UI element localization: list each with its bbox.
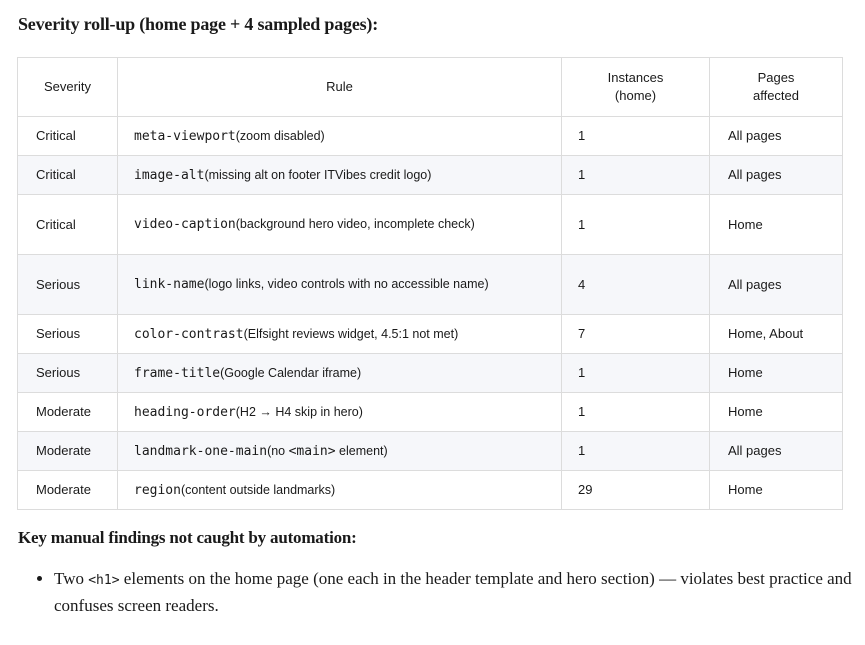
table-row	[18, 255, 843, 315]
cell-severity: Critical	[18, 117, 118, 156]
rule-code: meta-viewport	[134, 128, 236, 144]
cell-rule	[118, 354, 562, 393]
cell-pages: All pages	[710, 432, 843, 471]
cell-pages: All pages	[710, 156, 843, 195]
cell-pages: Home	[710, 195, 843, 255]
table-row	[18, 471, 843, 510]
cell-pages: All pages	[710, 255, 843, 315]
rule-description: (background hero video, incomplete check)	[235, 217, 475, 231]
table-row	[18, 432, 843, 471]
rule-code: color-contrast	[134, 326, 244, 342]
table-row	[18, 195, 843, 255]
rule-code: region	[134, 482, 181, 498]
rule-code: link-name	[134, 277, 205, 292]
rule-description: (missing alt on footer ITVibes credit logo)	[204, 167, 432, 182]
table-row	[18, 117, 843, 156]
severity-table-container	[17, 57, 842, 510]
findings-list	[18, 566, 865, 618]
cell-rule	[118, 156, 562, 195]
inline-code: <main>	[288, 443, 336, 459]
rule-description: (Google Calendar iframe)	[220, 365, 362, 380]
header-instances: Instances (home)	[562, 58, 710, 117]
cell-rule	[118, 432, 562, 471]
cell-severity: Moderate	[18, 471, 118, 510]
cell-severity: Moderate	[18, 432, 118, 471]
rule-description: (zoom disabled)	[235, 128, 325, 143]
cell-rule	[118, 471, 562, 510]
cell-severity: Serious	[18, 255, 118, 315]
cell-instances: 4	[562, 255, 710, 315]
rule-code: frame-title	[134, 365, 221, 381]
cell-pages: Home	[710, 354, 843, 393]
inline-code: <h1>	[88, 573, 120, 588]
cell-severity: Serious	[18, 315, 118, 354]
rule-description: (H2 → H4 skip in hero)	[235, 404, 363, 419]
page-heading: Severity roll-up (home page + 4 sampled pages):	[18, 14, 379, 34]
header-severity: Severity	[18, 58, 118, 117]
cell-pages: All pages	[710, 117, 843, 156]
cell-pages: Home, About	[710, 315, 843, 354]
cell-severity: Critical	[18, 156, 118, 195]
cell-rule	[118, 393, 562, 432]
cell-severity: Critical	[18, 195, 118, 255]
rule-code: landmark-one-main	[134, 443, 268, 459]
cell-rule	[118, 117, 562, 156]
cell-instances: 1	[562, 195, 710, 255]
table-row	[18, 315, 843, 354]
cell-severity: Moderate	[18, 393, 118, 432]
rule-description: (content outside landmarks)	[180, 482, 336, 497]
cell-rule	[118, 315, 562, 354]
list-item: • Two <h1> elements on the home page (one each in the header template and hero section) — violates best practice and confuses screen readers.	[54, 566, 865, 618]
rule-description: (no <main> element)	[267, 443, 388, 459]
cell-rule	[118, 255, 562, 315]
manual-findings-heading: Key manual findings not caught by automation:	[18, 528, 357, 547]
cell-pages: Home	[710, 393, 843, 432]
cell-instances: 1	[562, 117, 710, 156]
header-pages: Pages affected	[710, 58, 843, 117]
header-rule: Rule	[118, 58, 562, 117]
cell-instances: 1	[562, 393, 710, 432]
table-header-row	[18, 58, 843, 117]
cell-pages: Home	[710, 471, 843, 510]
severity-table	[17, 57, 843, 510]
table-row	[18, 393, 843, 432]
cell-instances: 29	[562, 471, 710, 510]
cell-instances: 7	[562, 315, 710, 354]
rule-code: heading-order	[134, 404, 236, 420]
cell-rule	[118, 195, 562, 255]
rule-description: (Elfsight reviews widget, 4.5:1 not met)	[243, 326, 459, 341]
cell-instances: 1	[562, 354, 710, 393]
rule-code: image-alt	[134, 167, 205, 183]
cell-instances: 1	[562, 156, 710, 195]
cell-instances: 1	[562, 432, 710, 471]
table-row	[18, 354, 843, 393]
table-row	[18, 156, 843, 195]
rule-description: (logo links, video controls with no accessible name)	[204, 277, 489, 291]
rule-code: video-caption	[134, 217, 236, 232]
cell-severity: Serious	[18, 354, 118, 393]
